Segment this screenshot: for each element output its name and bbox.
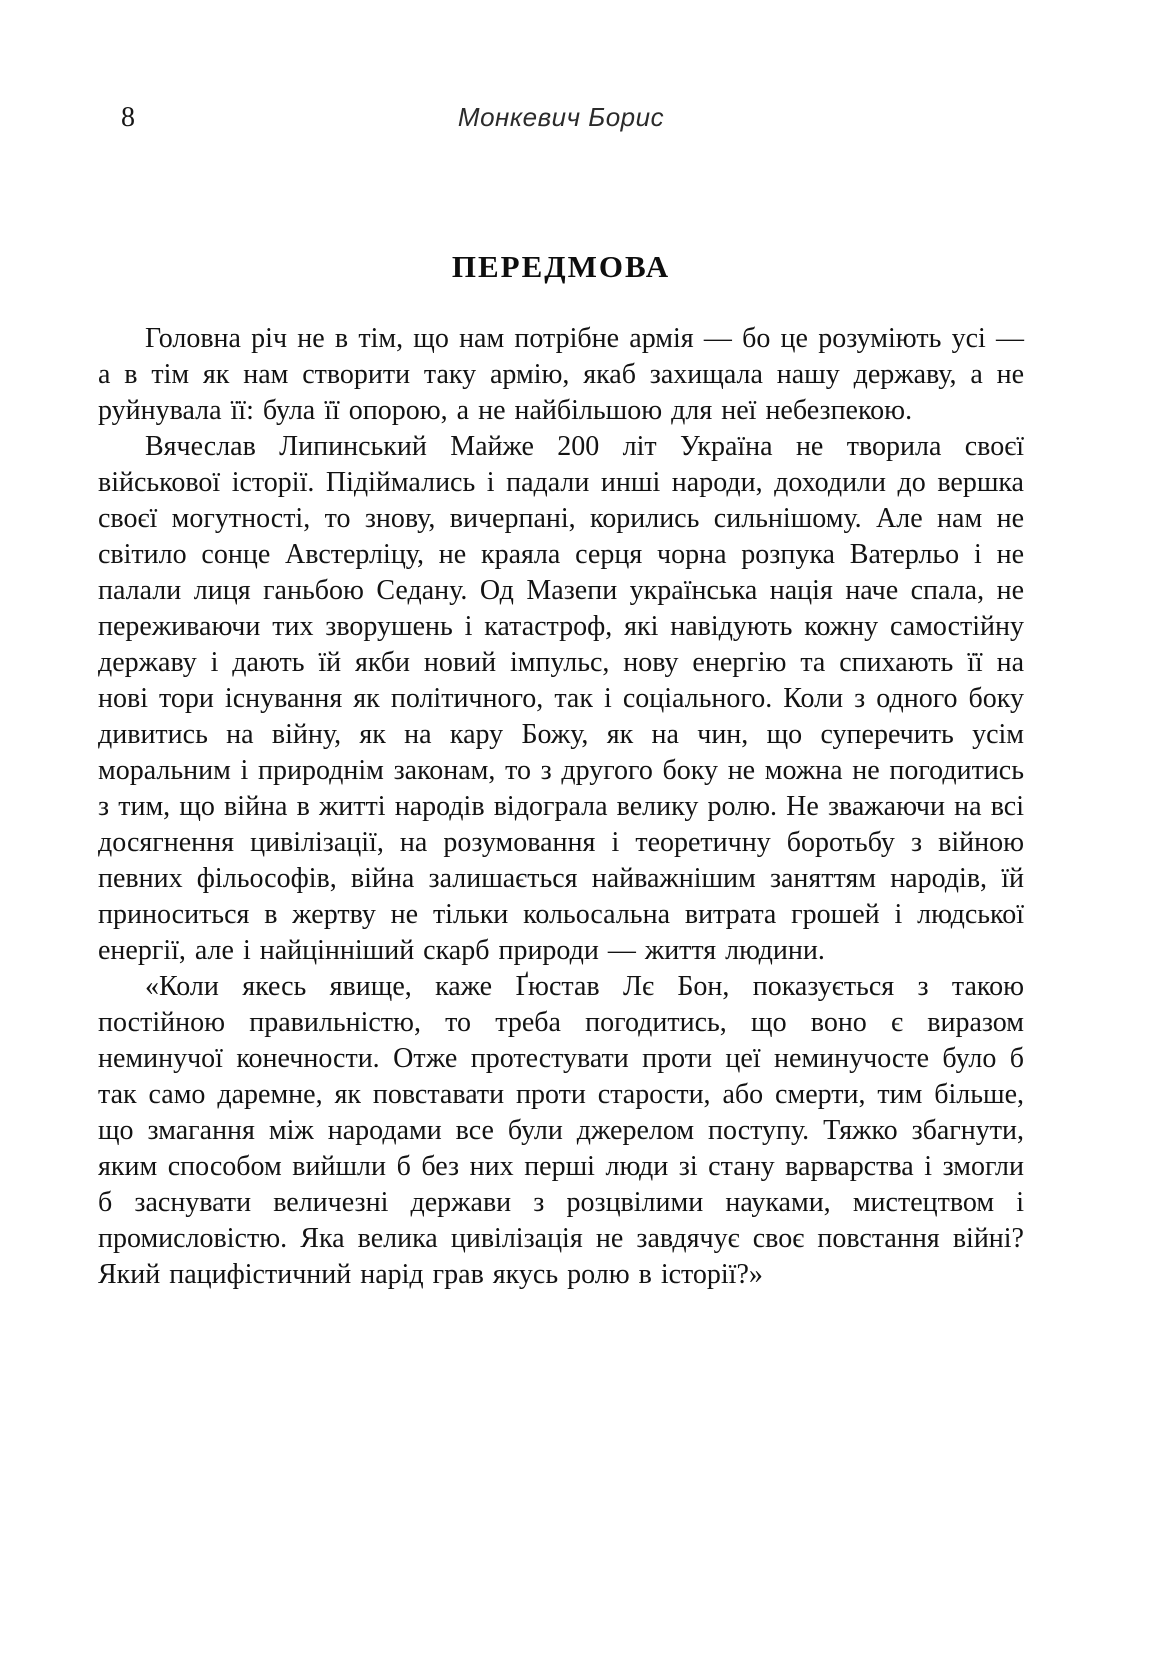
- running-head: Монкевич Борис: [457, 102, 665, 132]
- page-number: 8: [121, 102, 135, 133]
- paragraph-1: Головна річ не в тім, що нам потрібне армія — бо це розуміють усі — а в тім як нам створити таку армію, якаб захищала нашу державу, а не руйнувала її: була її опорою, а не найбільшою для неї небезпекою.: [98, 323, 1024, 426]
- chapter-title: ПЕРЕДМОВА: [451, 249, 671, 284]
- paragraph-3: «Коли якесь явище, каже Ґюстав Лє Бон, показується з такою постійною правильністю, то треба погодитись, що воно є виразом неминучої конечности. Отже протестувати проти цеї неминучосте було б так само даремне, як повставати проти старости, або смерти, тим більше, що змагання між народами все були джерелом поступу. Тяжко збагнути, яким способом вийшли б без них перші люди зі стану варварства і змогли б заснувати величезні держави з розцвілими науками, мистецтвом і промисловістю. Яка велика цивілізація не завдячує своє повстання війні? Який пацифістичний нарід грав якусь ролю в історії?»: [98, 971, 1024, 1290]
- paragraph-2: Вячеслав Липинський Майже 200 літ Україна не творила своєї військової історії. Підіймались і падали инші народи, доходили до вершка своєї могутності, то знову, вичерпані, корились сильнішому. Але нам не світило сонце Австерліцу, не краяла серця чорна розпука Ватерльо і не палали лиця ганьбою Седану. Од Мазепи українська нація наче спала, не переживаючи тих зворушень і катастроф, які навідують кожну самостійну державу і дають їй якби новий імпульс, нову енергію та спихають її на нові тори існування як політичного, так і соціального. Коли з одного боку дивитись на війну, як на кару Божу, як на чин, що суперечить усім моральним і природнім законам, то з другого боку не можна не погодитись з тим, що війна в житті народів відограла велику ролю. Не зважаючи на всі досягнення цивілізації, на розумовання і теоретичну боротьбу з війною певних фільософів, війна залишається найважнішим заняттям народів, їй приноситься в жертву не тільки кольосальна витрата грошей і людської енергії, але і найцінніший скарб природи — життя людини.: [98, 431, 1024, 966]
- body-text: [98, 321, 1024, 1293]
